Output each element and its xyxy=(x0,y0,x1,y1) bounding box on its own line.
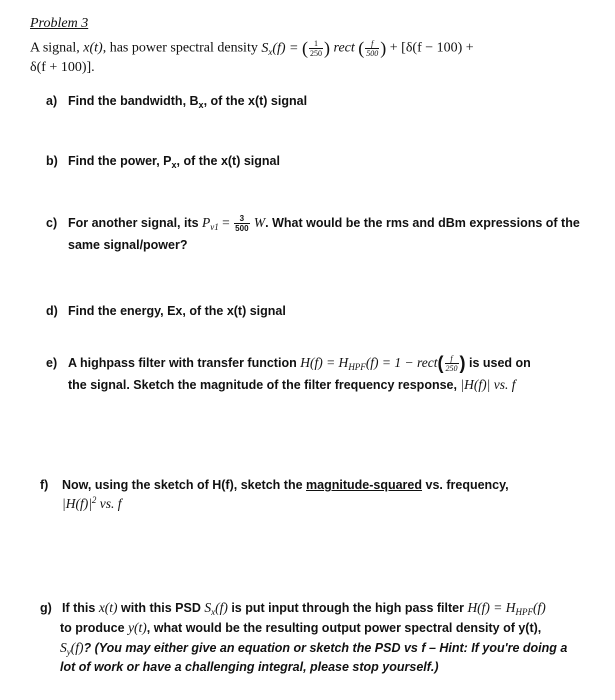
rect-word: rect xyxy=(333,40,355,56)
question-c-line-2: same signal/power? xyxy=(68,238,188,252)
question-c-fraction: $\frac{3}{500}$ xyxy=(235,214,249,233)
question-e-text: A highpass filter with transfer function xyxy=(68,355,301,370)
question-b: b) Find the power, $P_x$, of the x(t) signal xyxy=(46,154,280,170)
question-b-text: Find the power, P xyxy=(68,154,172,168)
problem-intro-line-2: δ(f + 100)]. xyxy=(30,60,95,75)
question-a: a) Find the bandwidth, $B_x$, of the x(t) signal xyxy=(46,94,308,110)
question-f-label: f) xyxy=(40,478,49,492)
question-d-text: Find the energy, Ex, of the x(t) signal xyxy=(68,304,286,318)
question-f: f) Now, using the sketch of H(f), sketch the magnitude-squared vs. frequency, xyxy=(40,478,509,492)
question-e-line-2: the signal. Sketch the magnitude of the filter frequency response, |H(f)| vs. f xyxy=(68,377,516,392)
question-e-fraction: $\frac{f}{250}$ xyxy=(445,354,458,373)
psd-lhs: $S_x(f)$ = xyxy=(261,40,303,57)
question-b-label: b) xyxy=(46,154,58,168)
question-g-line-3: $S_y(f)$? (You may either give an equation or sketch the PSD vs f – Hint: If you're doing a xyxy=(60,640,568,657)
psd-fraction-2: $\frac{f}{500}$ xyxy=(366,39,379,58)
question-c-text: For another signal, its xyxy=(68,215,203,230)
problem-title: Problem 3 xyxy=(30,16,89,31)
intro-prefix: A signal, xyxy=(30,40,84,56)
question-g-label: g) xyxy=(40,601,52,615)
question-e-magnitude: |H(f)| vs. f xyxy=(460,377,516,392)
intro-mid: , has power spectral density xyxy=(102,40,262,56)
question-g-line-4: lot of work or have a challenging integral, please stop yourself.) xyxy=(60,660,439,674)
intro-signal: x(t) xyxy=(83,40,103,56)
question-f-text: Now, using the sketch of H(f), sketch the xyxy=(62,478,307,492)
question-c-label: c) xyxy=(46,215,58,230)
question-d-label: d) xyxy=(46,304,58,318)
question-c: c) For another signal, its $P_{v1}$ = $\frac{3}{500}$ W. What would be the rms and dBm expressions of the xyxy=(46,214,580,233)
question-g-line-2: to produce y(t), what would be the resulting output power spectral density of y(t), xyxy=(60,620,542,635)
question-e-label: e) xyxy=(46,355,58,370)
question-e-filter: $H(f) = H_{HPF}(f) = 1$ − rect xyxy=(300,354,438,372)
question-a-label: a) xyxy=(46,94,58,108)
psd-tail: + [δ(f − 100) + xyxy=(386,40,474,56)
question-g-text: If this xyxy=(62,601,99,615)
question-f-underlined: magnitude-squared xyxy=(306,478,423,492)
psd-fraction-1: $\frac{1}{250}$ xyxy=(310,39,323,58)
question-d xyxy=(46,304,286,318)
question-e: e) A highpass filter with transfer function $H(f) = H_{HPF}(f) = 1$ − rect( $\frac{f}{250}$ ) is used on xyxy=(46,353,531,373)
question-g: g) If this x(t) with this PSD $S_x(f)$ is put input through the high pass filter $H(f) = H_{HPF}(f)$ xyxy=(40,600,546,617)
question-c-power: $P_{v1}$ = xyxy=(202,214,234,232)
question-a-text: Find the bandwidth, B xyxy=(68,94,199,108)
problem-intro-line-1: A signal, x(t), has power spectral density $S_x(f)$ = ( $\frac{1}{250}$ ) rect ( $\frac{f}{500}$ ) + [δ(f − 100) + xyxy=(30,38,474,58)
question-f-line-2: $|H(f)|^2$ vs. f xyxy=(62,495,122,511)
